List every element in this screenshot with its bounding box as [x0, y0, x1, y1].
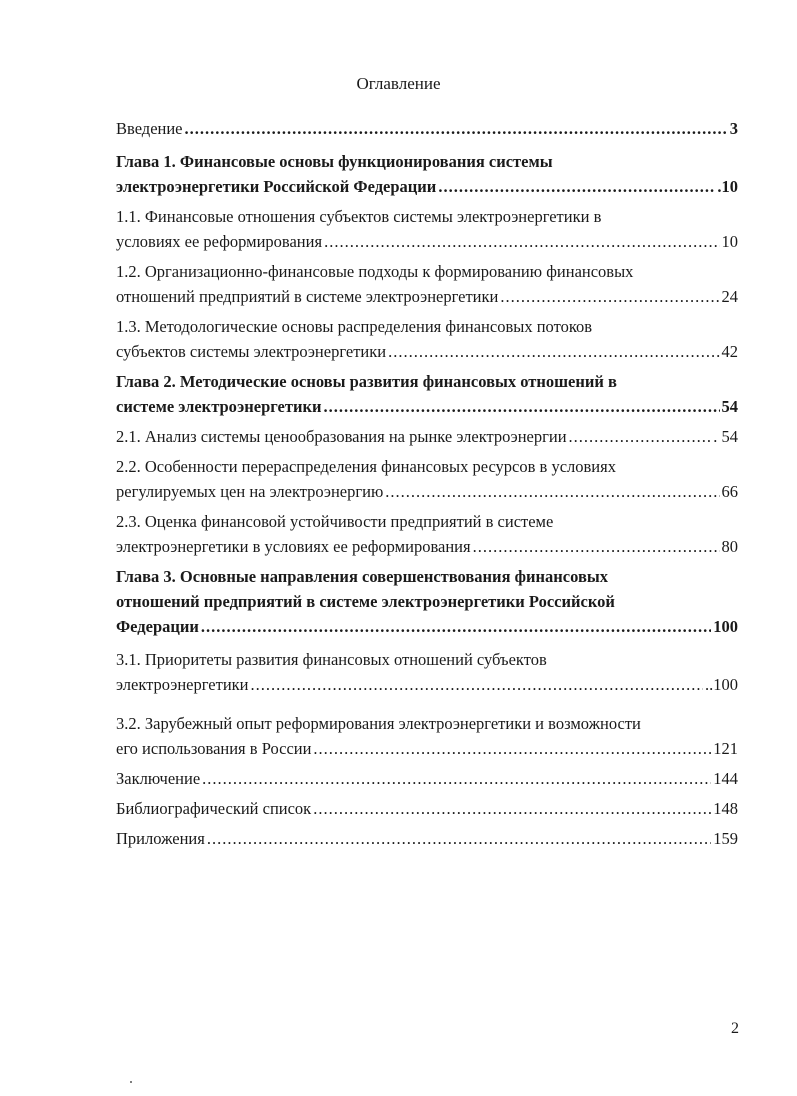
toc-entry-page: 148 — [713, 799, 738, 818]
toc-entry-title: электроэнергетики Российской Федерации — [116, 177, 437, 196]
toc-entry-page: ..100 — [705, 675, 738, 694]
toc-entry-section-2-2[interactable] — [116, 454, 738, 504]
toc-entry-bibliography[interactable] — [116, 796, 738, 821]
toc-entry-title: регулируемых цен на электроэнергию — [116, 482, 384, 501]
toc-entry-page: 144 — [713, 769, 738, 788]
toc-entry-title-line: 2.2. Особенности перераспределения финансовых ресурсов в условиях — [116, 457, 616, 476]
toc-entry-title: отношений предприятий в системе электроэнергетики — [116, 287, 499, 306]
toc-entry-page: 24 — [721, 287, 738, 306]
toc-entry-title: Введение — [116, 119, 183, 138]
leader-dots — [185, 116, 728, 141]
toc-entry-chapter-1[interactable] — [116, 149, 738, 199]
toc-entry-chapter-3[interactable] — [116, 564, 738, 639]
toc-entry-title-line: Глава 1. Финансовые основы функционирования системы — [116, 152, 553, 171]
toc-title: Оглавление — [356, 74, 441, 93]
toc-entry-section-1-3[interactable] — [116, 314, 738, 364]
toc-entry-section-3-2[interactable] — [116, 711, 738, 761]
toc-entry-section-3-1[interactable] — [116, 647, 738, 697]
leader-dots — [324, 394, 720, 419]
toc-entry-title: Заключение — [116, 769, 201, 788]
toc-entry-page: 80 — [721, 537, 738, 556]
toc-entry-title-line: 3.2. Зарубежный опыт реформирования электроэнергетики и возможности — [116, 714, 641, 733]
toc-entry-page: 100 — [713, 617, 738, 636]
toc-entry-section-1-2[interactable] — [116, 259, 738, 309]
toc-entry-page: 3 — [729, 119, 738, 138]
table-of-contents — [116, 116, 738, 851]
leader-dots — [313, 796, 711, 821]
toc-entry-introduction[interactable] — [116, 116, 738, 141]
toc-entry-page: 159 — [713, 829, 738, 848]
toc-entry-title-line: Глава 3. Основные направления совершенствования финансовых — [116, 567, 609, 586]
toc-entry-section-2-3[interactable] — [116, 509, 738, 559]
leader-dots — [569, 424, 712, 449]
toc-entry-page: . 54 — [713, 427, 738, 446]
leader-dots — [473, 534, 720, 559]
toc-entry-title-line: Глава 2. Методические основы развития финансовых отношений в — [116, 372, 617, 391]
toc-entry-title-line: 3.1. Приоритеты развития финансовых отношений субъектов — [116, 650, 547, 669]
toc-entry-title: условиях ее реформирования — [116, 232, 323, 251]
toc-entry-page: 121 — [713, 739, 738, 758]
toc-entry-page: 10 — [721, 232, 738, 251]
toc-entry-page: 42 — [721, 342, 738, 361]
leader-dots — [207, 826, 711, 851]
page-number: 2 — [731, 1020, 739, 1037]
toc-entry-title: системе электроэнергетики — [116, 397, 322, 416]
toc-entry-title: Приложения — [116, 829, 205, 848]
toc-entry-title: его использования в России — [116, 739, 312, 758]
toc-entry-title: Федерации — [116, 617, 199, 636]
leader-dots — [202, 766, 711, 791]
leader-dots — [438, 174, 715, 199]
toc-entry-conclusion[interactable] — [116, 766, 738, 791]
toc-entry-title: субъектов системы электроэнергетики — [116, 342, 387, 361]
toc-entry-page: .10 — [717, 177, 738, 196]
scan-speck — [130, 1081, 132, 1083]
leader-dots — [500, 284, 719, 309]
toc-entry-title: Библиографический список — [116, 799, 312, 818]
toc-entry-title: электроэнергетики в условиях ее реформирования — [116, 537, 471, 556]
toc-entry-title-line: 1.2. Организационно-финансовые подходы к формированию финансовых — [116, 262, 634, 281]
toc-entry-title-line: отношений предприятий в системе электроэнергетики Российской — [116, 592, 615, 611]
toc-entry-title-line: 1.1. Финансовые отношения субъектов системы электроэнергетики в — [116, 207, 602, 226]
leader-dots — [313, 736, 711, 761]
toc-entry-page: 54 — [721, 397, 738, 416]
toc-entry-title-line: 2.3. Оценка финансовой устойчивости предприятий в системе — [116, 512, 554, 531]
toc-entry-page: 66 — [721, 482, 738, 501]
leader-dots — [324, 229, 719, 254]
toc-entry-section-1-1[interactable] — [116, 204, 738, 254]
leader-dots — [201, 614, 711, 639]
leader-dots — [388, 339, 719, 364]
toc-entry-title: 2.1. Анализ системы ценообразования на рынке электроэнергии — [116, 427, 567, 446]
toc-entry-title: электроэнергетики — [116, 675, 249, 694]
toc-entry-section-2-1[interactable] — [116, 424, 738, 449]
toc-entry-title-line: 1.3. Методологические основы распределения финансовых потоков — [116, 317, 593, 336]
toc-entry-chapter-2[interactable] — [116, 369, 738, 419]
toc-entry-appendices[interactable] — [116, 826, 738, 851]
leader-dots — [251, 672, 704, 697]
leader-dots — [385, 479, 719, 504]
